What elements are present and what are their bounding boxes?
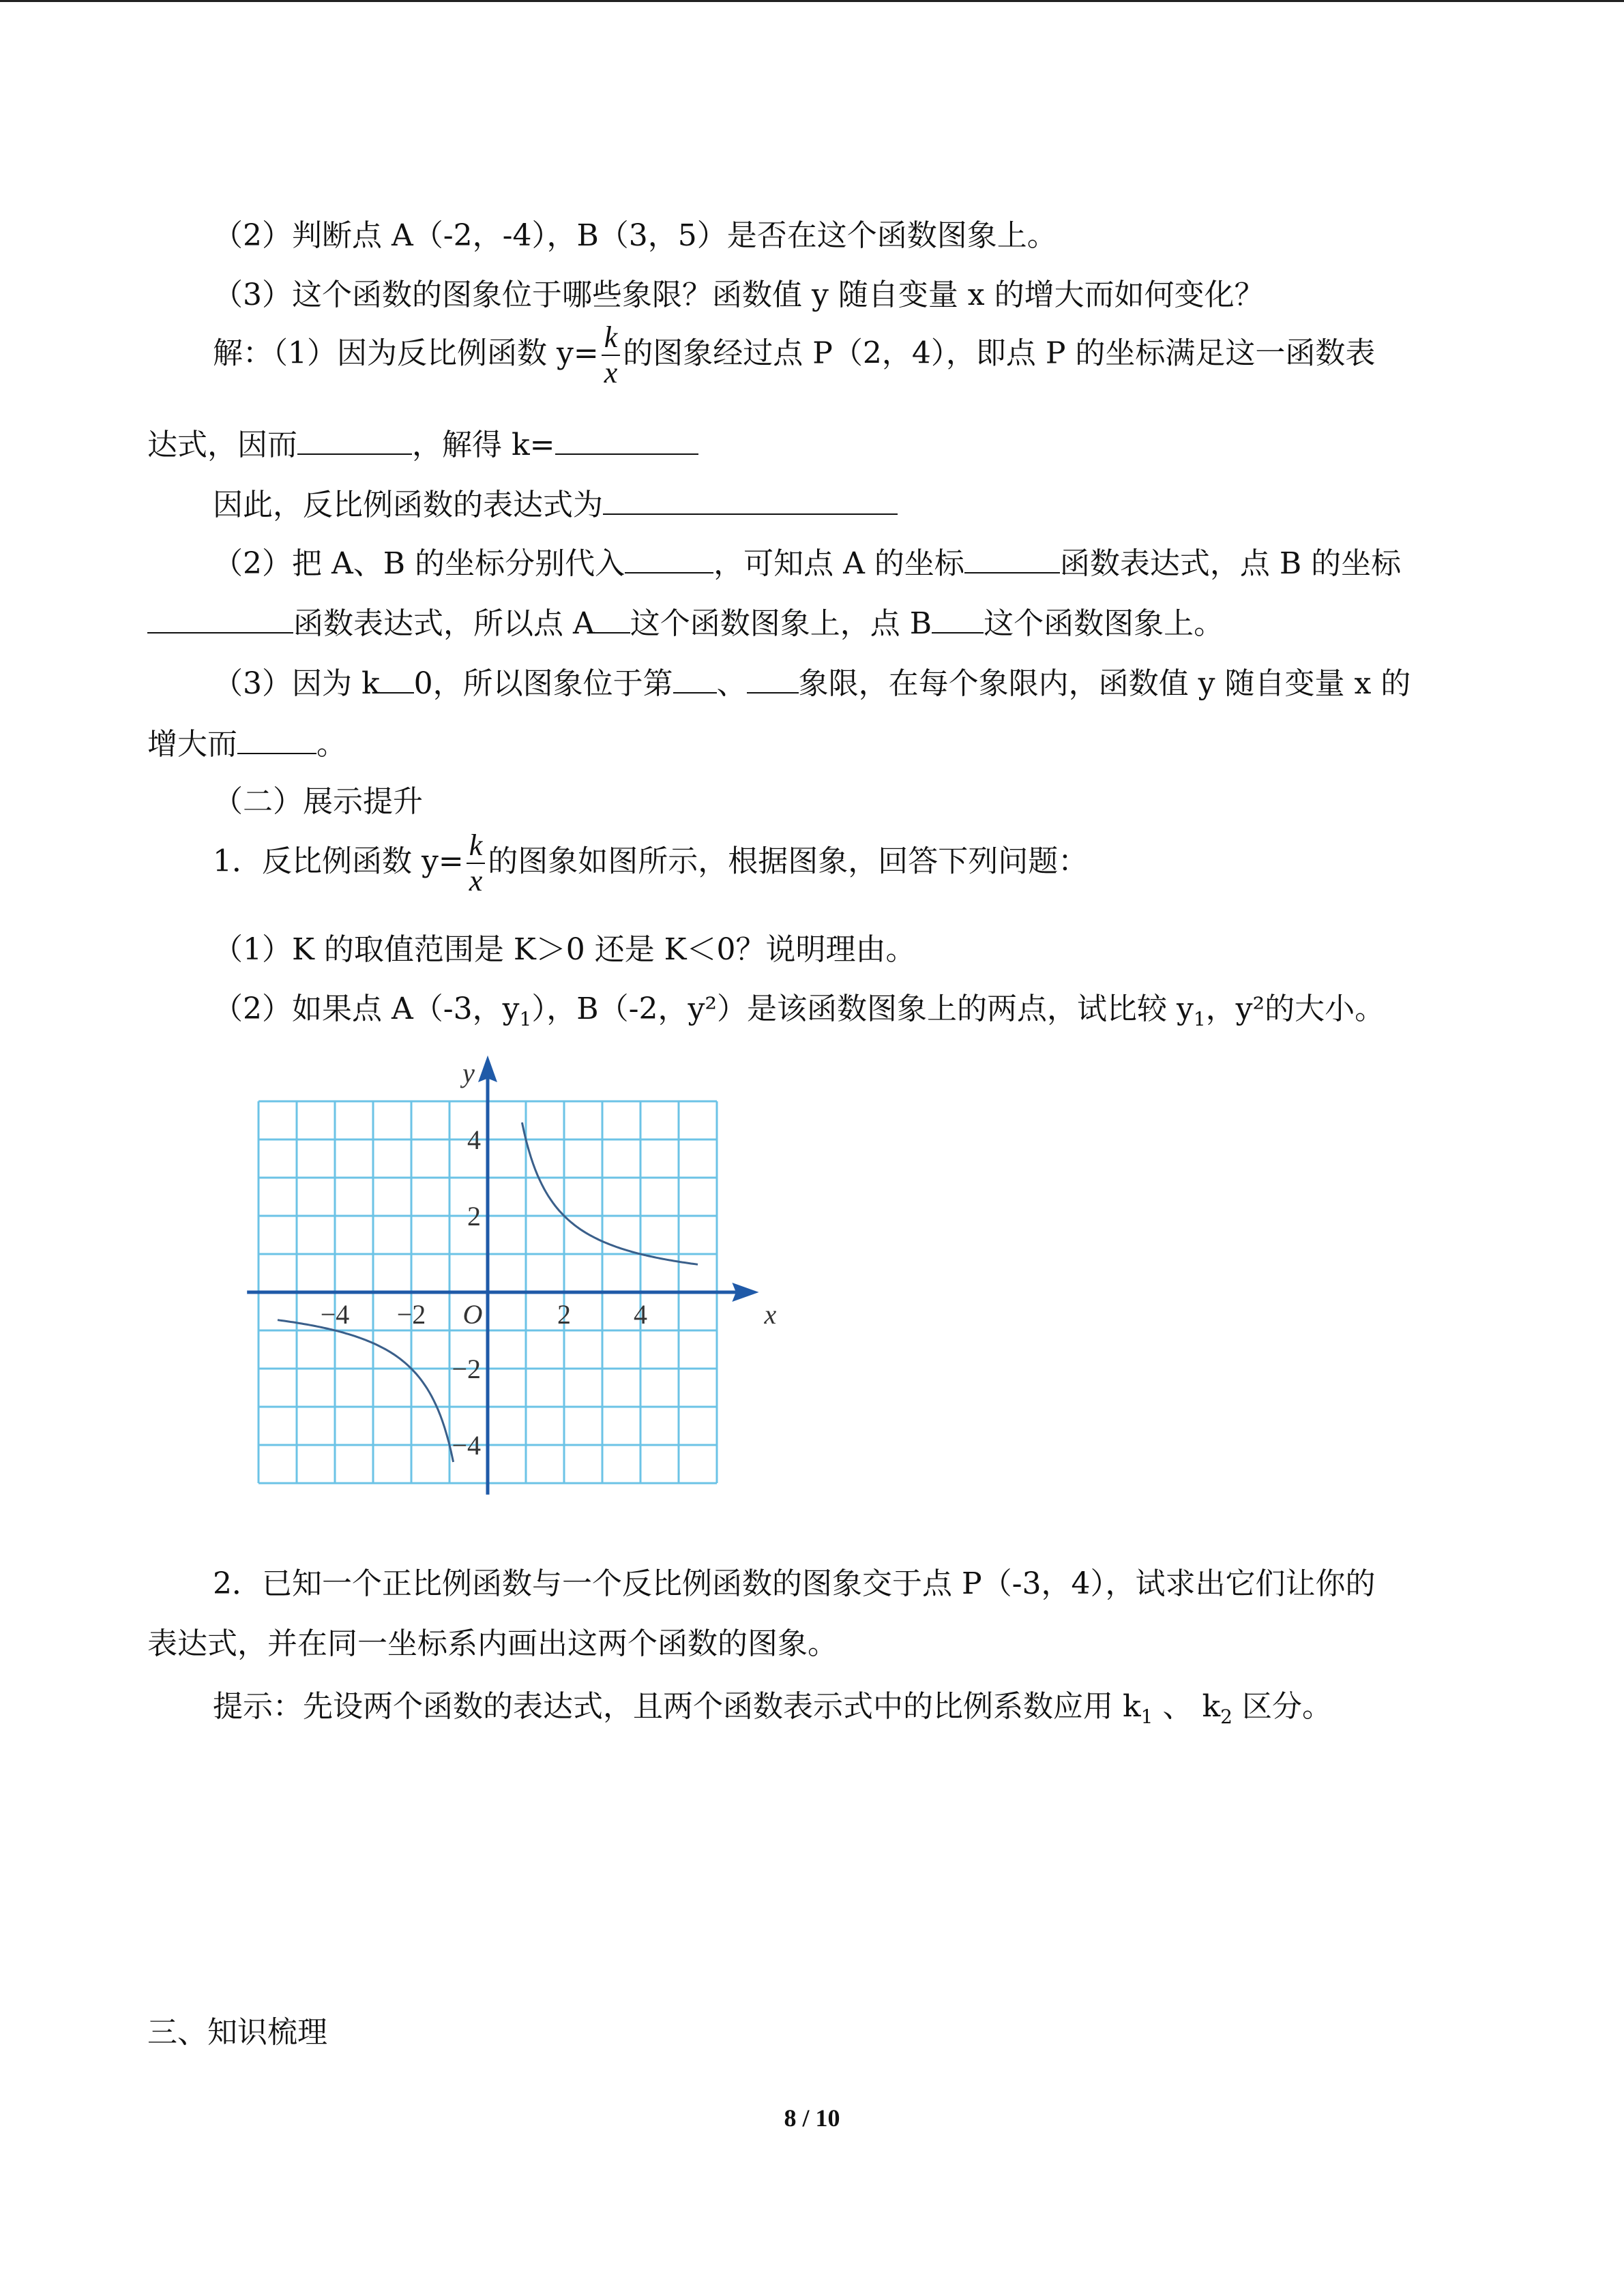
section-heading-3: 三、知识梳理	[147, 2015, 327, 2050]
problem-1-text-a: 1．反比例函数 y=	[213, 844, 464, 879]
subscript: 1	[1140, 1705, 1153, 1728]
solution-2-text-b: ，可知点 A 的坐标	[713, 546, 964, 581]
solution-2	[213, 542, 1401, 583]
y-tick-label: 4	[467, 1124, 481, 1155]
answer-blank[interactable]	[380, 662, 414, 694]
solution-2-cont-text-b: 这个函数图象上，点 B	[630, 606, 932, 641]
solution-3-text-c: 、	[716, 666, 747, 701]
solution-1-expression-text: 因此，反比例函数的表达式为	[213, 488, 603, 522]
solution-2-text-c: 函数表达式，点 B 的坐标	[1059, 546, 1402, 581]
solution-2-continued	[147, 602, 1224, 643]
solution-3-cont-text-b: 。	[316, 727, 346, 762]
hint-text-b: 、 k	[1153, 1689, 1221, 1724]
curve-branch-quadrant-3	[278, 1320, 454, 1462]
answer-blank[interactable]	[147, 602, 293, 633]
page-number: 8 / 10	[784, 2104, 840, 2132]
subscript: 1	[1193, 1007, 1206, 1030]
x-tick-label: −2	[396, 1299, 426, 1330]
solution-2-text-a: （2）把 A、B 的坐标分别代入	[213, 546, 625, 581]
solution-3-text-b: 0，所以图象位于第	[413, 666, 673, 701]
solution-3-text-a: （3）因为 k	[213, 666, 380, 701]
fraction-k-over-x	[602, 320, 621, 390]
axes	[247, 1056, 758, 1495]
hint	[213, 1688, 1332, 1736]
problem-1-q2-text-b: ），B（-2，y²）是该函数图象上的两点，试比较 y	[531, 992, 1194, 1026]
solution-2-cont-text-a: 函数表达式，所以点 A	[293, 606, 595, 641]
answer-blank-expression[interactable]	[603, 483, 898, 515]
problem-2-continued: 表达式，并在同一坐标系内画出这两个函数的图象。	[147, 1626, 838, 1661]
section-heading-2: （二）展示提升	[213, 784, 423, 819]
solution-3-text-d: 象限，在每个象限内，函数值 y 随自变量 x 的	[798, 666, 1411, 701]
fraction-numerator: k	[467, 829, 486, 864]
solution-1-cont-text-a: 达式，因而	[147, 428, 297, 462]
solution-1-continued	[147, 423, 698, 464]
problem-1-text-b: 的图象如图所示，根据图象，回答下列问题：	[488, 844, 1089, 879]
fraction-denominator: x	[604, 356, 618, 389]
problem-1-q2-text-a: （2）如果点 A（-3，y	[213, 992, 520, 1026]
hint-text-c: 区分。	[1232, 1689, 1332, 1724]
y-tick-label: 2	[467, 1201, 481, 1232]
fraction-k-over-x	[467, 829, 486, 898]
solution-1-text-b: 的图象经过点 P（2，4），即点 P 的坐标满足这一函数表	[623, 336, 1376, 371]
y-tick-label: −2	[452, 1354, 481, 1384]
solution-1-expression	[213, 483, 898, 524]
fraction-numerator: k	[602, 320, 621, 356]
x-tick-label: 2	[557, 1299, 571, 1330]
problem-1-q2-text-c: ，y²的大小。	[1205, 992, 1385, 1026]
y-axis-label: y	[462, 1058, 475, 1088]
subscript: 2	[1220, 1705, 1232, 1728]
x-tick-label: −4	[320, 1299, 350, 1330]
top-border	[0, 0, 1624, 2]
hyperbola-graph	[249, 1058, 777, 1510]
answer-blank[interactable]	[673, 662, 717, 694]
hint-text-a: 提示：先设两个函数的表达式，且两个函数表示式中的比例系数应用 k	[213, 1689, 1141, 1724]
question-2: （2）判断点 A（-2，-4），B（3，5）是否在这个函数图象上。	[213, 218, 1057, 253]
x-axis-arrow	[732, 1283, 758, 1302]
question-3: （3）这个函数的图象位于哪些象限？函数值 y 随自变量 x 的增大而如何变化？	[213, 278, 1265, 312]
answer-blank[interactable]	[595, 602, 630, 633]
answer-blank[interactable]	[625, 542, 713, 573]
problem-1	[213, 829, 1088, 898]
origin-label: O	[462, 1299, 483, 1330]
answer-blank[interactable]	[237, 723, 316, 754]
problem-1-question-1: （1）K 的取值范围是 K＞0 还是 K＜0？说明理由。	[213, 932, 916, 967]
answer-blank[interactable]	[297, 423, 412, 455]
solution-2-cont-text-c: 这个函数图象上。	[984, 606, 1224, 641]
answer-blank[interactable]	[964, 542, 1060, 573]
x-axis-label: x	[764, 1299, 777, 1330]
answer-blank[interactable]	[932, 602, 984, 633]
x-tick-label: 4	[634, 1299, 647, 1330]
solution-1	[213, 320, 1375, 390]
y-tick-label: −4	[452, 1430, 481, 1461]
problem-2: 2．已知一个正比例函数与一个反比例函数的图象交于点 P（-3，4），试求出它们让你的	[213, 1566, 1376, 1601]
solution-3	[213, 662, 1411, 703]
tick-labels	[321, 1058, 777, 1461]
answer-blank[interactable]	[747, 662, 799, 694]
solution-3-cont-text-a: 增大而	[147, 727, 237, 762]
y-axis-arrow	[478, 1056, 497, 1082]
solution-3-continued	[147, 723, 346, 764]
curve-branch-quadrant-1	[522, 1122, 698, 1264]
answer-blank-k[interactable]	[555, 423, 698, 455]
solution-1-text-a: 解：（1）因为反比例函数 y=	[213, 336, 599, 371]
fraction-denominator: x	[469, 864, 483, 897]
subscript: 1	[519, 1007, 532, 1030]
problem-1-question-2	[213, 990, 1385, 1039]
solution-1-cont-text-b: ，解得 k=	[412, 428, 555, 462]
